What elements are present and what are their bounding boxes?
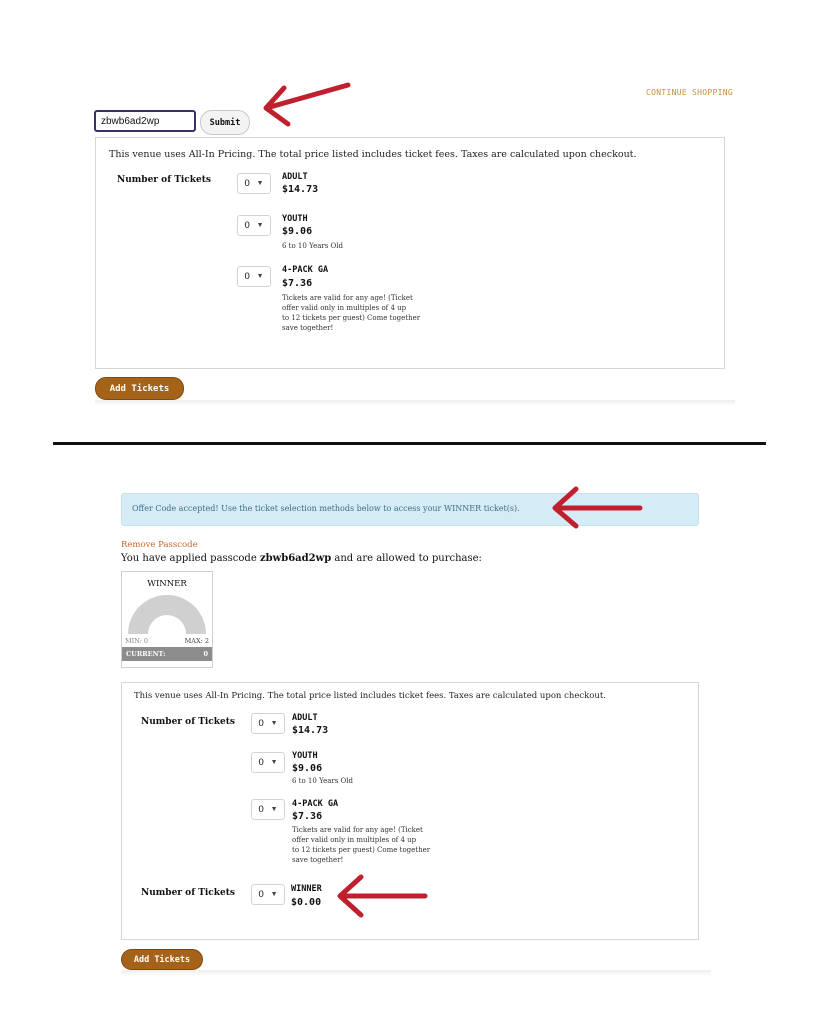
ticket-name: WINNER xyxy=(291,884,322,894)
ticket-price: $7.36 xyxy=(292,811,323,822)
4pack-qty-select[interactable] xyxy=(251,799,285,820)
offer-code-input[interactable] xyxy=(94,110,196,132)
red-arrow-icon xyxy=(548,484,644,530)
number-of-tickets-label: Number of Tickets xyxy=(117,175,211,185)
qty-value: 0 xyxy=(244,178,250,189)
desc-line: offer valid only in multiples of 4 up xyxy=(292,836,417,844)
youth-qty-select[interactable] xyxy=(251,752,285,773)
ticket-price: $7.36 xyxy=(282,278,313,289)
gauge-min-label: MIN: 0 xyxy=(125,637,149,645)
remove-passcode-link[interactable]: Remove Passcode xyxy=(121,540,198,550)
caret-down-icon: ▼ xyxy=(256,222,264,229)
submit-button[interactable]: Submit xyxy=(200,110,250,135)
number-of-tickets-label: Number of Tickets xyxy=(141,717,235,727)
add-tickets-button[interactable]: Add Tickets xyxy=(95,377,184,400)
winner-number-of-tickets-label: Number of Tickets xyxy=(141,888,235,898)
section-divider xyxy=(53,442,766,445)
ticket-price: $0.00 xyxy=(291,897,322,908)
ticket-description: 6 to 10 Years Old xyxy=(292,777,354,785)
ticket-description: 6 to 10 Years Old xyxy=(282,242,344,250)
ticket-price: $14.73 xyxy=(282,184,319,195)
desc-line: to 12 tickets per guest) Come together xyxy=(292,846,431,854)
all-in-pricing-notice: This venue uses All-In Pricing. The total price listed includes ticket fees. Taxes are calculated upon checkout. xyxy=(134,691,606,701)
caret-down-icon: ▼ xyxy=(270,806,278,813)
desc-line: offer valid only in multiples of 4 up xyxy=(282,304,407,312)
gauge-title: WINNER xyxy=(147,579,187,589)
winner-gauge-card xyxy=(121,571,213,668)
alert-text: Offer Code accepted! Use the ticket selection methods below to access your WINNER ticket(s). xyxy=(132,504,520,513)
divider-shadow xyxy=(95,400,735,406)
caret-down-icon: ▼ xyxy=(270,720,278,727)
continue-shopping-link[interactable]: CONTINUE SHOPPING xyxy=(646,88,733,97)
ticket-description xyxy=(282,293,420,333)
caret-down-icon: ▼ xyxy=(270,759,278,766)
gauge-current-bar xyxy=(122,647,212,661)
caret-down-icon: ▼ xyxy=(270,891,278,898)
qty-value: 0 xyxy=(258,804,264,815)
ticket-price: $9.06 xyxy=(292,763,323,774)
ticket-description xyxy=(292,825,430,865)
ticket-name: YOUTH xyxy=(292,751,318,761)
gauge-arc xyxy=(122,592,212,636)
ticket-price: $14.73 xyxy=(292,725,329,736)
ticket-name: 4-PACK GA xyxy=(282,265,329,275)
applied-code: zbwb6ad2wp xyxy=(259,553,332,564)
adult-qty-select[interactable] xyxy=(251,713,285,734)
desc-line: save together! xyxy=(282,324,334,332)
qty-value: 0 xyxy=(258,757,264,768)
red-arrow-icon xyxy=(258,80,353,130)
4pack-qty-select[interactable] xyxy=(237,266,271,287)
gauge-max-label: MAX: 2 xyxy=(184,637,209,645)
qty-value: 0 xyxy=(258,718,264,729)
desc-line: Tickets are valid for any age! (Ticket xyxy=(282,294,413,302)
all-in-pricing-notice: This venue uses All-In Pricing. The total price listed includes ticket fees. Taxes are calculated upon checkout. xyxy=(109,149,637,160)
caret-down-icon: ▼ xyxy=(256,273,264,280)
ticket-panel-top xyxy=(95,137,725,369)
ticket-name: ADULT xyxy=(292,713,318,723)
ticket-name: 4-PACK GA xyxy=(292,799,339,809)
ticket-name: YOUTH xyxy=(282,214,308,224)
qty-value: 0 xyxy=(258,889,264,900)
applied-passcode-text xyxy=(121,553,482,564)
applied-suffix: and are allowed to purchase: xyxy=(331,553,482,564)
adult-qty-select[interactable] xyxy=(237,173,271,194)
qty-value: 0 xyxy=(244,220,250,231)
ticket-name: ADULT xyxy=(282,172,308,182)
gauge-current-value: 0 xyxy=(203,650,208,658)
gauge-current-label: CURRENT: xyxy=(126,650,166,658)
red-arrow-icon xyxy=(333,872,429,920)
winner-qty-select[interactable] xyxy=(251,884,285,905)
desc-line: Tickets are valid for any age! (Ticket xyxy=(292,826,423,834)
ticket-price: $9.06 xyxy=(282,226,313,237)
divider-shadow xyxy=(121,970,711,976)
desc-line: save together! xyxy=(292,856,344,864)
desc-line: to 12 tickets per guest) Come together xyxy=(282,314,421,322)
applied-prefix: You have applied passcode xyxy=(121,553,260,564)
qty-value: 0 xyxy=(244,271,250,282)
add-tickets-button[interactable]: Add Tickets xyxy=(121,949,203,970)
caret-down-icon: ▼ xyxy=(256,180,264,187)
youth-qty-select[interactable] xyxy=(237,215,271,236)
